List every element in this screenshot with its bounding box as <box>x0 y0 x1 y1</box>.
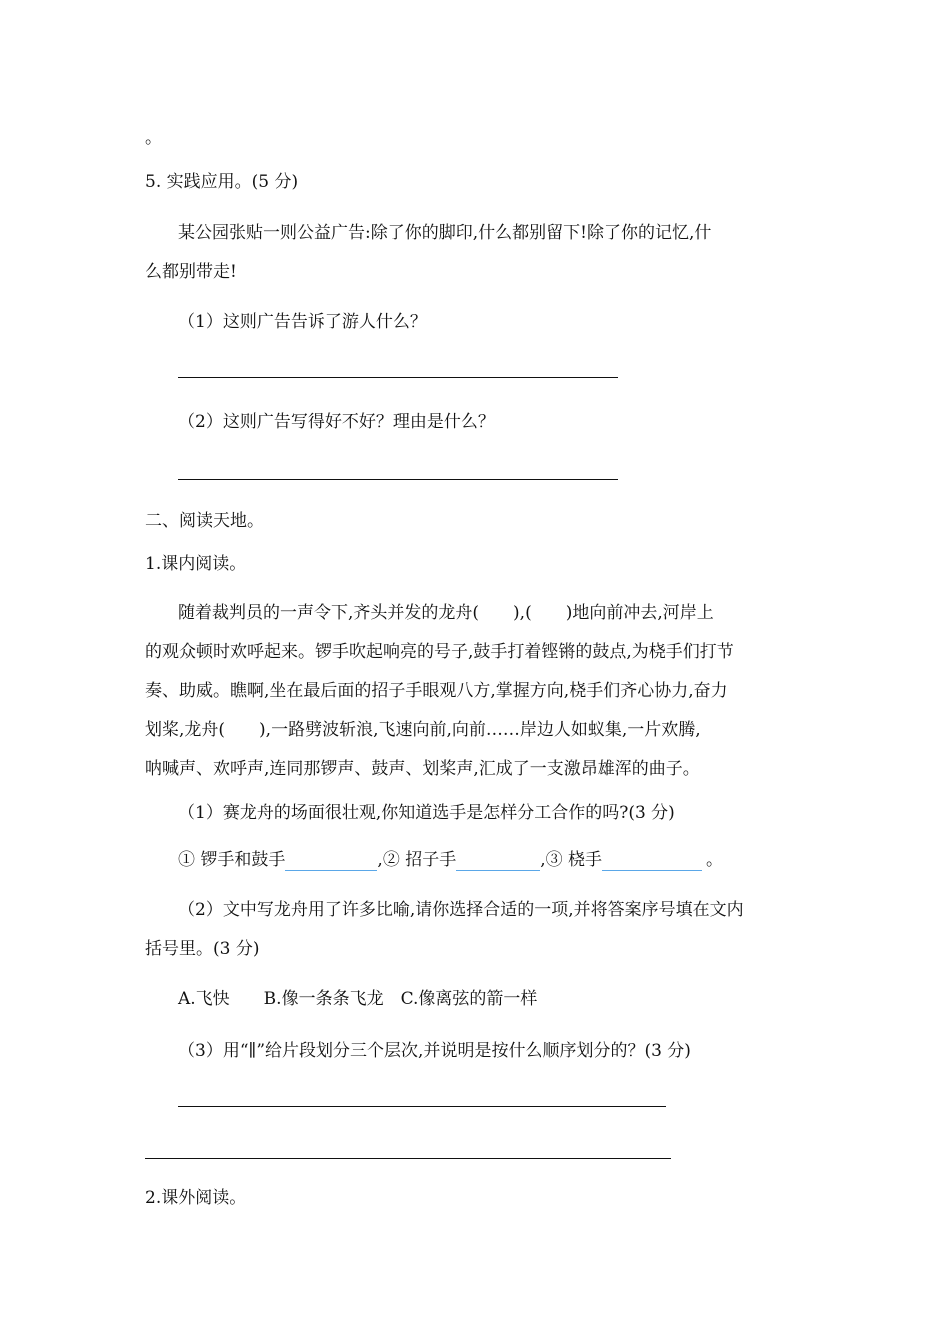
fill-blank-a[interactable] <box>285 852 377 871</box>
answer-line[interactable] <box>145 1158 671 1159</box>
question-5-sub-1: （1）这则广告告诉了游人什么？ <box>178 312 427 332</box>
blank-label-c: ③ 桡手 <box>545 850 603 870</box>
reading-2-title: 2.课外阅读。 <box>145 1188 247 1208</box>
reading-question-1-blanks <box>178 849 723 871</box>
question-5-title: 5. 实践应用。(5 分) <box>145 172 299 192</box>
passage-line-3: 奏、助威。瞧啊,坐在最后面的招子手眼观八方,掌握方向,桡手们齐心协力,奋力 <box>145 681 728 701</box>
section-2-heading: 二、阅读天地。 <box>145 511 264 531</box>
reading-question-1: （1）赛龙舟的场面很壮观,你知道选手是怎样分工合作的吗?(3 分) <box>178 803 675 823</box>
question-5-paragraph-line-2: 么都别带走! <box>145 262 237 282</box>
fill-blank-b[interactable] <box>456 852 540 871</box>
question-5-paragraph-line-1: 某公园张贴一则公益广告:除了你的脚印,什么都别留下!除了你的记忆,什 <box>178 223 712 243</box>
passage-line-1: 随着裁判员的一声令下,齐头并发的龙舟( ),( )地向前冲去,河岸上 <box>178 603 714 623</box>
passage-line-4: 划桨,龙舟( ),一路劈波斩浪,飞速向前,向前……岸边人如蚁集,一片欢腾, <box>145 720 701 740</box>
blank-label-b: ② 招子手 <box>382 850 457 870</box>
answer-line[interactable] <box>178 377 618 378</box>
separator: , <box>540 850 546 870</box>
blank-label-a: ① 锣手和鼓手 <box>178 850 286 870</box>
reading-question-3: （3）用“∥”给片段划分三个层次,并说明是按什么顺序划分的？(3 分) <box>178 1041 691 1061</box>
end-period: 。 <box>706 850 724 870</box>
separator: , <box>377 850 383 870</box>
answer-line[interactable] <box>178 479 618 480</box>
reading-1-title: 1.课内阅读。 <box>145 554 247 574</box>
reading-question-2-line-1: （2）文中写龙舟用了许多比喻,请你选择合适的一项,并将答案序号填在文内 <box>178 900 744 920</box>
fill-blank-c[interactable] <box>602 852 702 871</box>
question-5-sub-2: （2）这则广告写得好不好？理由是什么？ <box>178 412 495 432</box>
answer-line[interactable] <box>178 1106 666 1107</box>
passage-line-5: 呐喊声、欢呼声,连同那锣声、鼓声、划桨声,汇成了一支激昂雄浑的曲子。 <box>145 759 700 779</box>
passage-line-2: 的观众顿时欢呼起来。锣手吹起响亮的号子,鼓手打着铿锵的鼓点,为桡手们打节 <box>145 642 734 662</box>
reading-question-2-line-2: 括号里。(3 分) <box>145 939 260 959</box>
trailing-period: 。 <box>145 128 162 148</box>
reading-question-2-options: A.飞快 B.像一条条飞龙 C.像离弦的箭一样 <box>178 989 538 1009</box>
